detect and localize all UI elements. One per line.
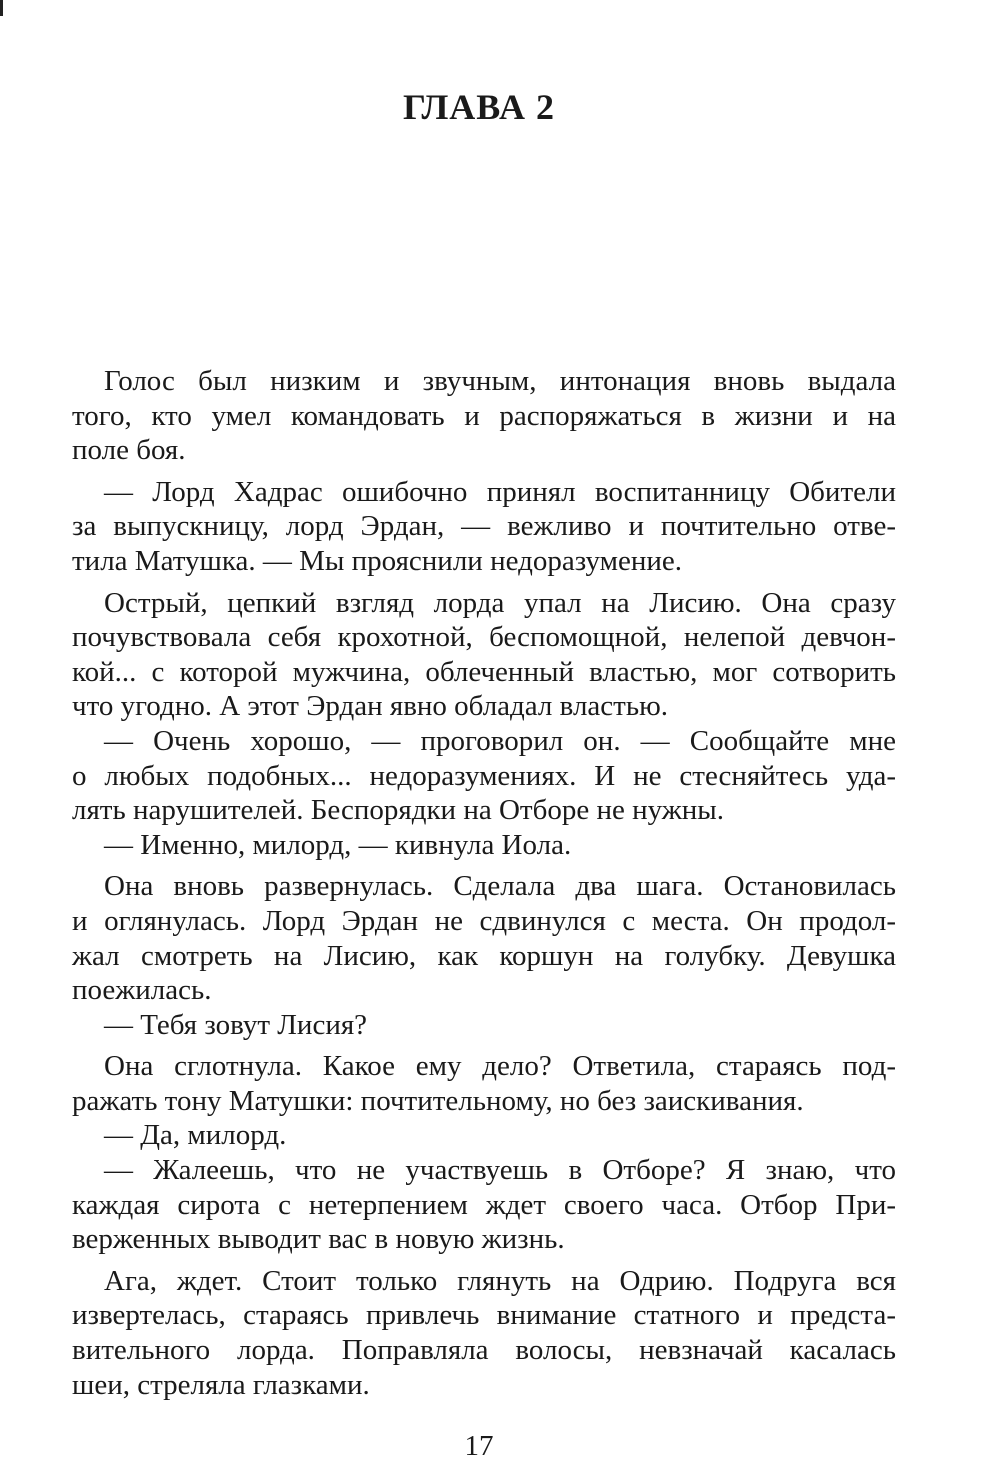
text-line: о любых подобных... недоразумениях. И не стесняйтесь уда- bbox=[72, 759, 896, 792]
text-line: поле боя. bbox=[72, 434, 186, 467]
text-line: того, кто умел командовать и распоряжаться в жизни и на bbox=[72, 399, 896, 432]
text-line: Она сглотнула. Какое ему дело? Ответила, стараясь под- bbox=[104, 1050, 896, 1083]
text-line: поежилась. bbox=[72, 974, 212, 1007]
text-line: лять нарушителей. Беспорядки на Отборе не нужны. bbox=[72, 794, 725, 827]
page-number: 17 bbox=[464, 1430, 494, 1462]
text-line: кой... с которой мужчина, облеченный властью, мог сотворить bbox=[72, 655, 896, 688]
text-line: верженных выводит вас в новую жизнь. bbox=[72, 1223, 565, 1256]
text-line: и оглянулась. Лорд Эрдан не сдвинулся с места. Он продол- bbox=[72, 904, 896, 937]
text-line: жал смотреть на Лисию, как коршун на голубку. Девушка bbox=[72, 939, 896, 972]
text-line: ражать тону Матушки: почтительному, но без заискивания. bbox=[72, 1084, 804, 1117]
text-line: вительного лорда. Поправляла волосы, невзначай касалась bbox=[72, 1334, 896, 1367]
text-line: почувствовала себя крохотной, беспомощной, нелепой девчон- bbox=[72, 621, 896, 654]
text-line: шеи, стреляла глазками. bbox=[72, 1368, 370, 1401]
text-line: что угодно. А этот Эрдан явно обладал властью. bbox=[72, 690, 668, 723]
text-line: каждая сирота с нетерпением ждет своего часа. Отбор При- bbox=[72, 1188, 896, 1221]
text-line: — Тебя зовут Лисия? bbox=[104, 1008, 368, 1041]
text-line: — Жалеешь, что не участвуешь в Отборе? Я знаю, что bbox=[104, 1154, 896, 1187]
text-line: Ага, ждет. Стоит только глянуть на Одрию. Подруга вся bbox=[104, 1264, 896, 1297]
text-line: тила Матушка. — Мы прояснили недоразумение. bbox=[72, 544, 683, 577]
text-line: Острый, цепкий взгляд лорда упал на Лисию. Она сразу bbox=[104, 586, 896, 619]
text-line: — Очень хорошо, — проговорил он. — Сообщайте мне bbox=[104, 724, 896, 757]
text-line: за выпускницу, лорд Эрдан, — вежливо и почтительно отве- bbox=[72, 510, 896, 543]
scan-edge-mark bbox=[0, 0, 3, 16]
text-line: извертелась, стараясь привлечь внимание статного и предста- bbox=[72, 1299, 896, 1332]
chapter-title: ГЛАВА 2 bbox=[402, 87, 556, 127]
text-line: Голос был низким и звучным, интонация вновь выдала bbox=[104, 365, 896, 397]
body-text bbox=[72, 364, 896, 1402]
text-line: — Именно, милорд, — кивнула Иола. bbox=[104, 828, 572, 861]
text-line: — Лорд Хадрас ошибочно принял воспитанницу Обители bbox=[104, 475, 896, 508]
text-line: Она вновь развернулась. Сделала два шага. Остановилась bbox=[104, 870, 896, 903]
text-line: — Да, милорд. bbox=[104, 1119, 287, 1152]
